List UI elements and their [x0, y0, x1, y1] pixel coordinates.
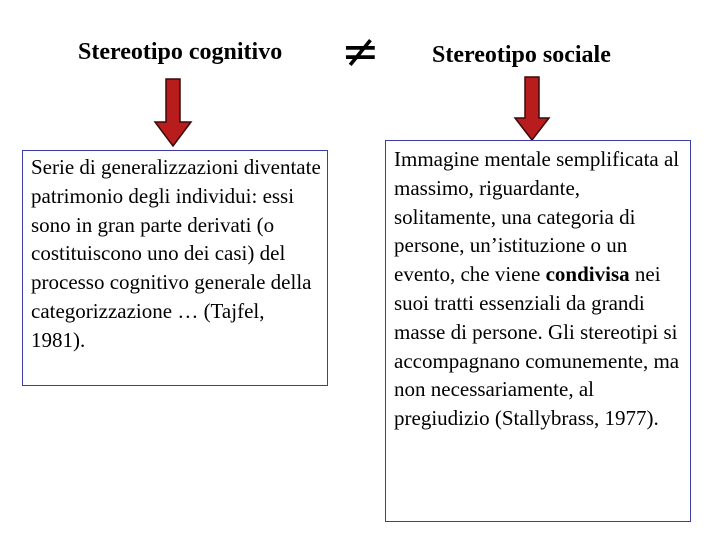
definition-text-part: nei suoi tratti essenziali da grandi masse di persone. Gli stereotipi si accompagnano comunemente, ma non necessariamente, al pregiudizio (Stallybrass, 1977). — [394, 262, 680, 431]
not-equal-icon: ≠ — [341, 24, 380, 78]
emphasis-condivisa: condivisa — [545, 262, 630, 287]
down-arrow-right-icon — [512, 76, 552, 142]
definition-text-part: Immagine mentale semplificata al massimo, riguardante, solitamente, una categoria di persone, un’istituzione o un evento, che viene — [394, 147, 680, 287]
definition-box-sociale — [385, 140, 691, 522]
definition-text-cognitivo: Serie di generalizzazioni diventate patrimonio degli individui: essi sono in gran parte derivati (o costituiscono uno dei casi) del processo cognitivo generale della categorizzazione … (Tajfel, 1981). — [31, 155, 321, 352]
definition-text-sociale — [394, 145, 686, 433]
heading-stereotipo-cognitivo: Stereotipo cognitivo — [78, 39, 283, 65]
definition-box-cognitivo — [22, 150, 328, 386]
down-arrow-left-icon — [153, 78, 193, 148]
heading-stereotipo-sociale: Stereotipo sociale — [432, 42, 611, 68]
